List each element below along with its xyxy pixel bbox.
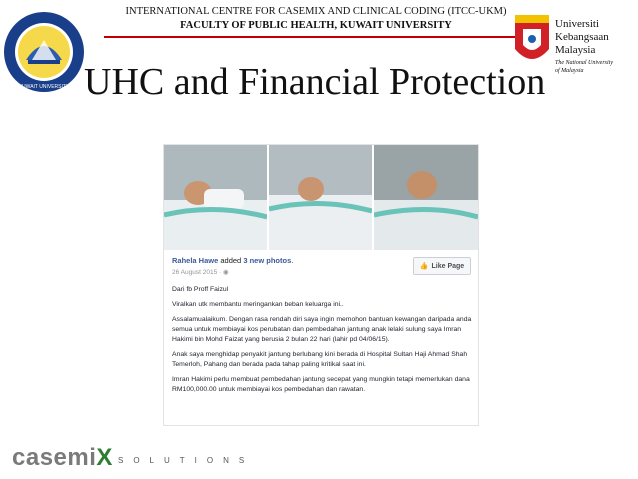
svg-text:KUWAIT UNIVERSITY: KUWAIT UNIVERSITY bbox=[18, 84, 70, 90]
slide-title: UHC and Financial Protection bbox=[84, 61, 546, 103]
like-page-label: Like Page bbox=[431, 262, 465, 270]
post-action-end: . bbox=[291, 256, 294, 265]
like-page-button[interactable] bbox=[413, 257, 471, 275]
post-author-line bbox=[172, 256, 293, 265]
post-photos-link[interactable]: 3 new photos bbox=[243, 256, 292, 265]
post-header bbox=[164, 252, 478, 287]
post-body bbox=[172, 285, 472, 400]
casemix-logo-main: casemi bbox=[12, 444, 97, 471]
post-photo-1 bbox=[164, 145, 267, 250]
post-paragraph: Viralkan utk membantu meringankan beban keluarga ini.. bbox=[172, 301, 344, 308]
header-line-2: FACULTY OF PUBLIC HEALTH, KUWAIT UNIVERSITY bbox=[180, 20, 452, 31]
post-paragraph: Assalamualaikum. Dengan rasa rendah diri saya ingin memohon bantuan kewangan daripada anda semua untuk membiayai kos perubatan dan pembedahan jantung anak lelaki sulung saya Imran Hakimi bin Mohd Faizat yang berusia 2 bulan 22 hari (lahir pd 04/06/15). bbox=[172, 316, 472, 343]
casemix-logo bbox=[12, 444, 113, 472]
post-author[interactable]: Rahela Hawe bbox=[172, 256, 219, 265]
facebook-post bbox=[163, 144, 479, 426]
post-photo-3 bbox=[374, 145, 478, 250]
post-date[interactable]: 26 August 2015 · bbox=[172, 269, 223, 276]
svg-text:The National University: The National University bbox=[555, 60, 613, 66]
like-icon: 👍 bbox=[419, 263, 429, 270]
post-paragraph: Imran Hakimi perlu membuat pembedahan jantung secepat yang mungkin tetapi memerlukan dana RM100,000.00 untuk membiayai kos pembedahan dan rawatan. bbox=[172, 376, 470, 393]
globe-icon: ◉ bbox=[222, 269, 229, 276]
kuwait-university-logo bbox=[2, 2, 86, 102]
header-line-1: INTERNATIONAL CENTRE FOR CASEMIX AND CLINICAL CODING (ITCC-UKM) bbox=[125, 6, 507, 17]
svg-text:Kebangsaan: Kebangsaan bbox=[555, 31, 609, 43]
post-paragraph: Anak saya menghidap penyakit jantung berlubang kini berada di Hospital Sultan Haji Ahmad Shah Temerloh, Pahang dan berada pada tahap paling kritikal saat ini. bbox=[172, 351, 468, 368]
post-photo-2 bbox=[269, 145, 372, 250]
post-action: added bbox=[220, 256, 242, 265]
header-divider bbox=[104, 36, 528, 38]
casemix-logo-x: X bbox=[96, 444, 113, 471]
casemix-solutions-text: SOLUTIONS bbox=[118, 456, 255, 465]
svg-text:Universiti: Universiti bbox=[555, 18, 599, 30]
svg-text:Malaysia: Malaysia bbox=[555, 44, 596, 56]
post-date-line bbox=[172, 268, 229, 276]
svg-text:of Malaysia: of Malaysia bbox=[555, 68, 584, 74]
post-paragraph: Dari fb Proff Faizul bbox=[172, 286, 229, 293]
